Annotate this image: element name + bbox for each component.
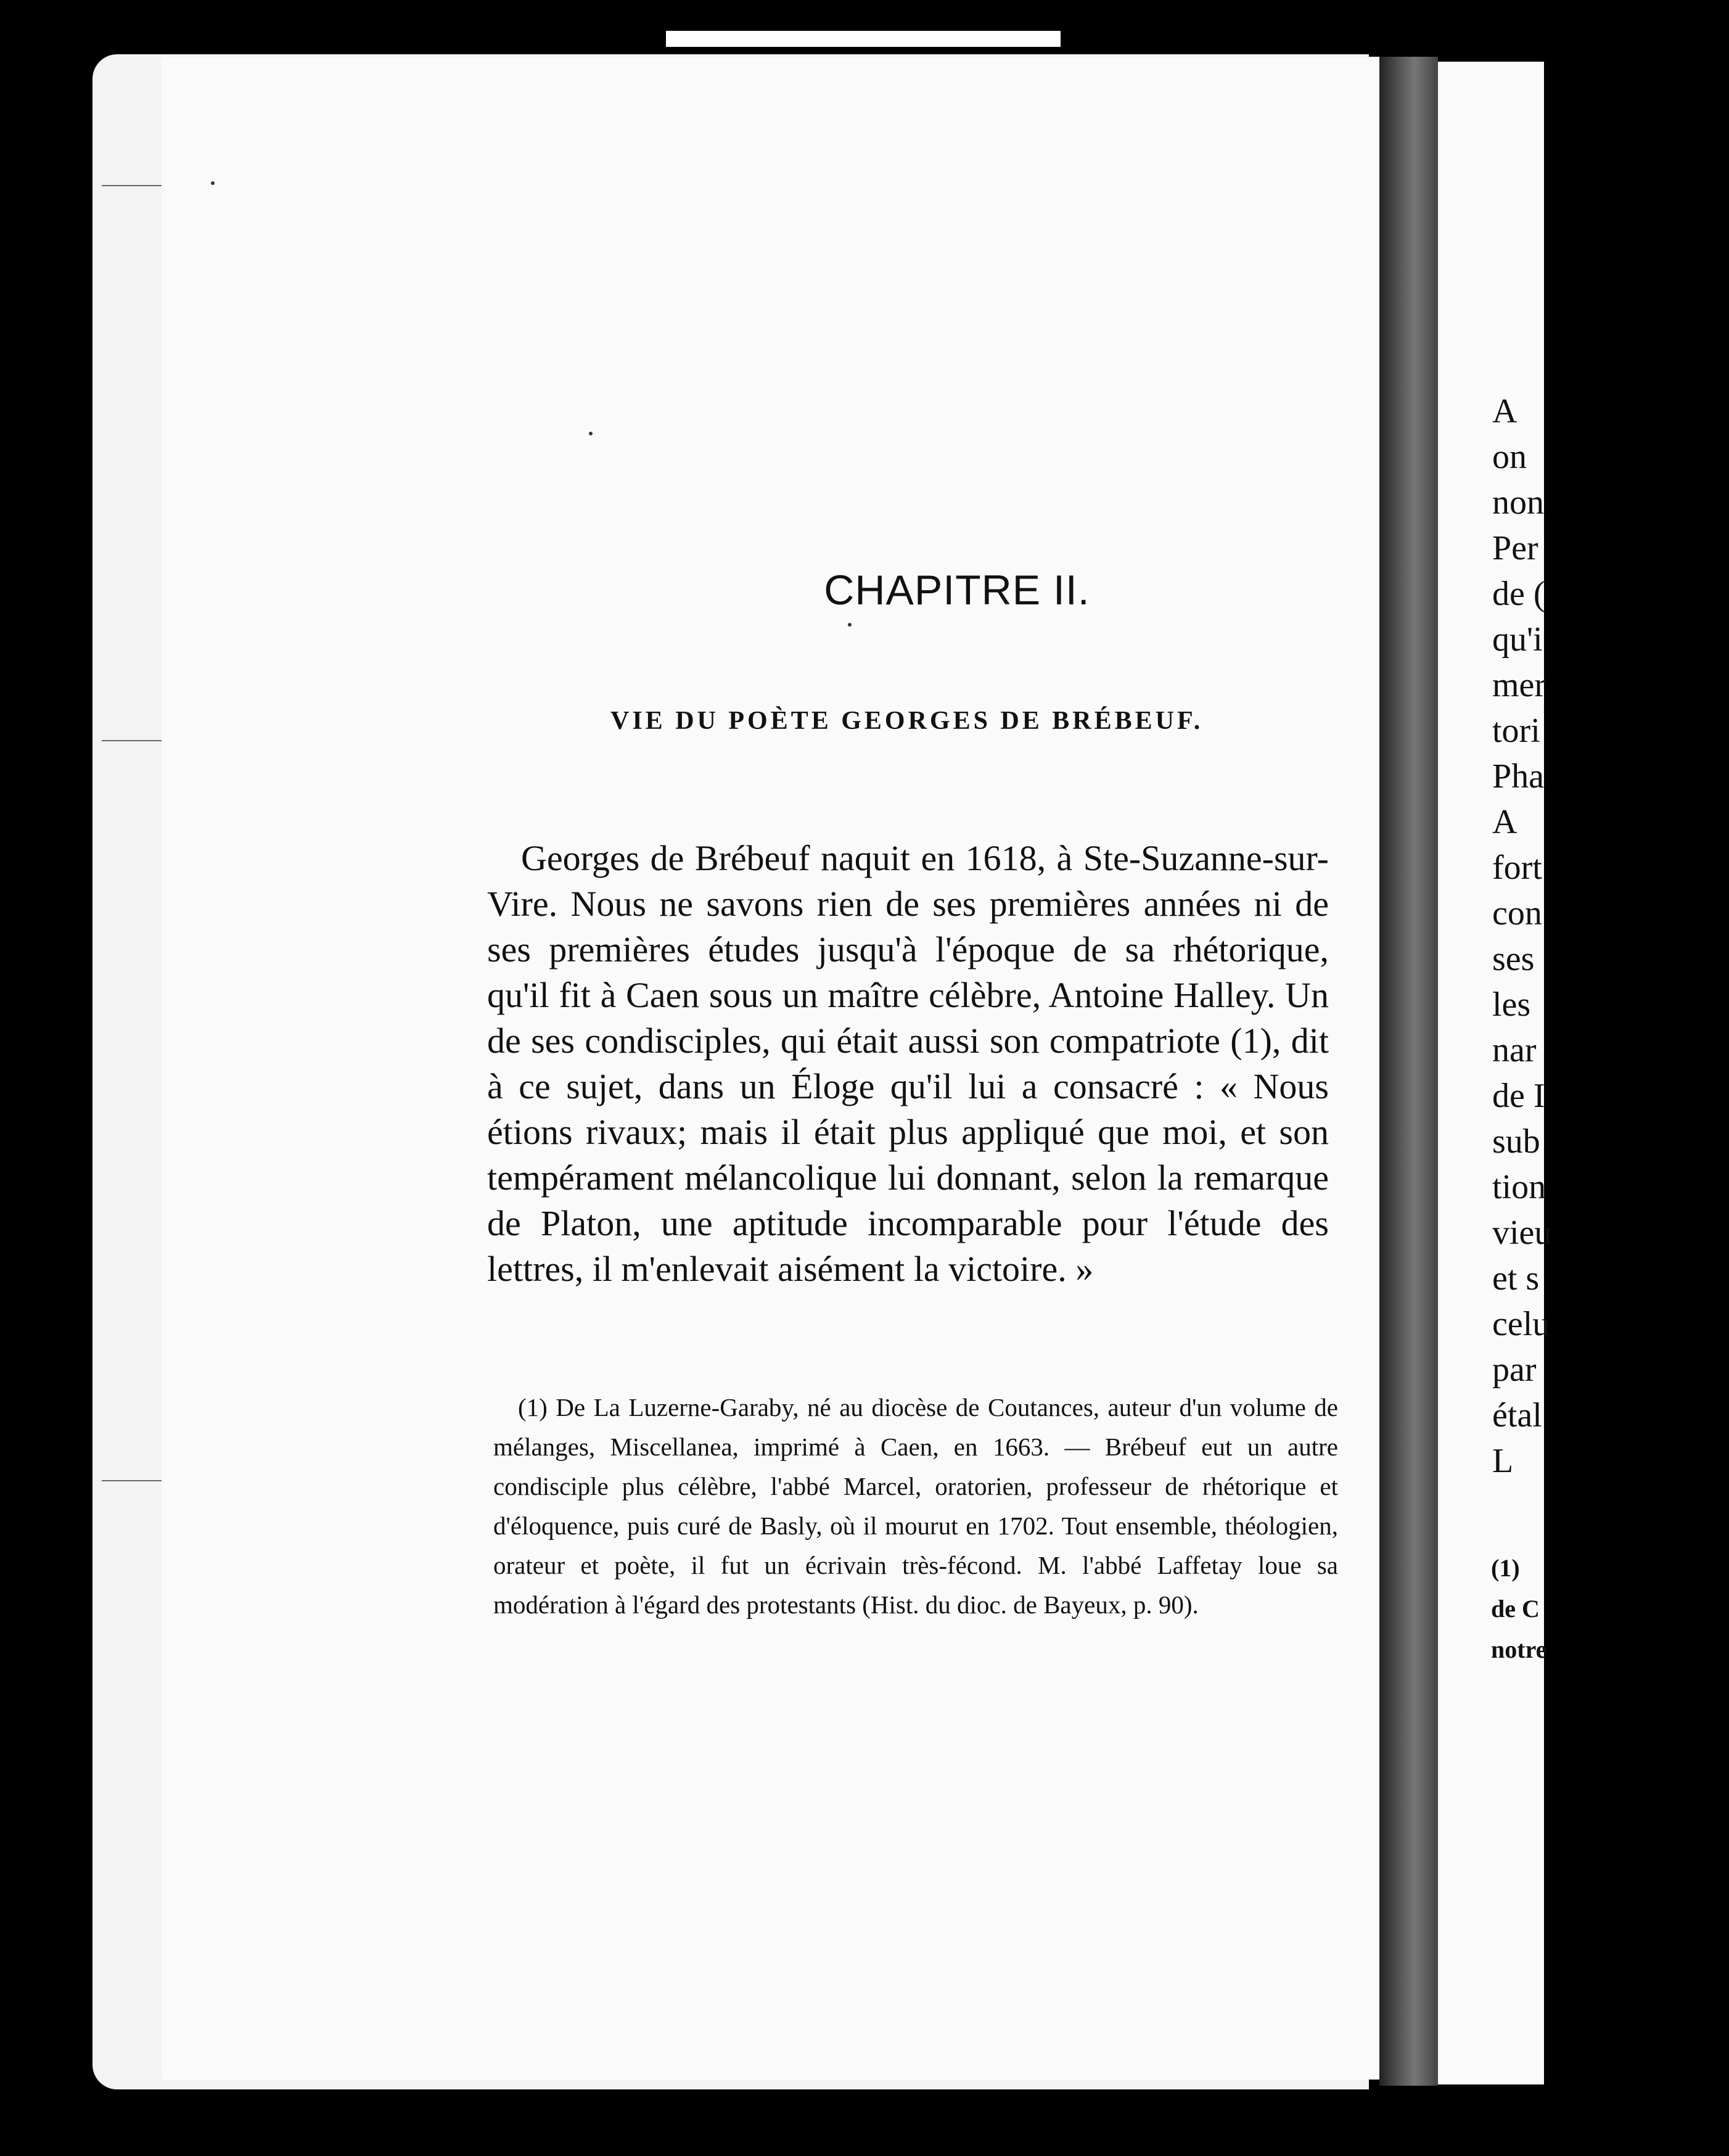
right-note-line: notre bbox=[1491, 1636, 1547, 1663]
right-line: Pha bbox=[1492, 757, 1544, 796]
right-line: mer bbox=[1492, 666, 1546, 704]
scan-edge-strip bbox=[666, 31, 1061, 47]
right-line: de ( bbox=[1492, 575, 1545, 613]
right-line: ses bbox=[1492, 940, 1535, 978]
right-note-line: (1) bbox=[1491, 1554, 1520, 1582]
body-text bbox=[487, 836, 1329, 1292]
footnote-text: (1) De La Luzerne-Garaby, né au diocèse de Coutances, auteur d'un volume de mélanges, Miscellanea, imprimé à Caen, en 1663. — Brébeuf eut un autre condisciple plus célèbre, l'abbé Marcel, oratorien, professeur de rhétorique et d'éloquence, puis curé de Basly, où il mourut en 1702. Tout ensemble, théologien, orateur et poète, il fut un écrivain très-fécond. M. l'abbé Laffetay loue sa modération à l'égard des protestants (Hist. du dioc. de Bayeux, p. 90). bbox=[493, 1393, 1338, 1619]
right-line: celu bbox=[1492, 1305, 1550, 1343]
book-gutter bbox=[1379, 57, 1438, 2086]
right-line: de I bbox=[1492, 1077, 1545, 1115]
right-line: Per bbox=[1492, 529, 1538, 567]
scan-speck bbox=[589, 432, 593, 435]
page-edge-line bbox=[102, 185, 170, 186]
right-line: on bbox=[1492, 438, 1527, 476]
right-line: nar bbox=[1492, 1031, 1537, 1069]
body-paragraph: Georges de Brébeuf naquit en 1618, à Ste-Suzanne-sur-Vire. Nous ne savons rien de ses premières années ni de ses premières études jusqu'à l'époque de sa rhétorique, qu'il fit à Caen sous un maître célèbre, Antoine Halley. Un de ses condisciples, qui était aussi son compatriote (1), dit à ce sujet, dans un Éloge qu'il lui a consacré : « Nous étions rivaux; mais il était plus appliqué que moi, et son tempérament mélancolique lui donnant, selon la remarque de Platon, une aptitude incomparable pour l'étude des lettres, il m'enlevait aisément la victoire. » bbox=[487, 838, 1329, 1289]
right-line: par bbox=[1492, 1351, 1537, 1389]
page-edge-line bbox=[102, 1480, 170, 1481]
right-line: qu'i bbox=[1492, 620, 1543, 659]
chapter-subtitle: VIE DU POÈTE GEORGES DE BRÉBEUF. bbox=[610, 707, 1204, 735]
right-line: vieu bbox=[1492, 1214, 1552, 1252]
page-edge-line bbox=[102, 740, 170, 741]
right-line: sub bbox=[1492, 1122, 1540, 1161]
chapter-title: CHAPITRE II. bbox=[824, 567, 1090, 614]
right-page-text bbox=[1492, 389, 1616, 1484]
footnote bbox=[493, 1388, 1338, 1624]
right-line: A bbox=[1492, 803, 1517, 841]
right-line: fort bbox=[1492, 849, 1542, 887]
right-note-line: de C bbox=[1491, 1595, 1540, 1623]
right-line: tion bbox=[1492, 1168, 1546, 1206]
scan-speck bbox=[211, 181, 215, 185]
right-line: con bbox=[1492, 894, 1542, 932]
right-page-notes bbox=[1491, 1548, 1546, 1670]
right-line: les bbox=[1492, 985, 1531, 1024]
right-line: et s bbox=[1492, 1259, 1540, 1298]
right-line: A bbox=[1492, 392, 1517, 430]
right-line: non bbox=[1492, 483, 1544, 522]
right-line: étal bbox=[1492, 1396, 1542, 1434]
right-line: tori bbox=[1492, 712, 1540, 750]
right-line: L bbox=[1492, 1442, 1514, 1480]
scan-speck bbox=[848, 623, 852, 627]
